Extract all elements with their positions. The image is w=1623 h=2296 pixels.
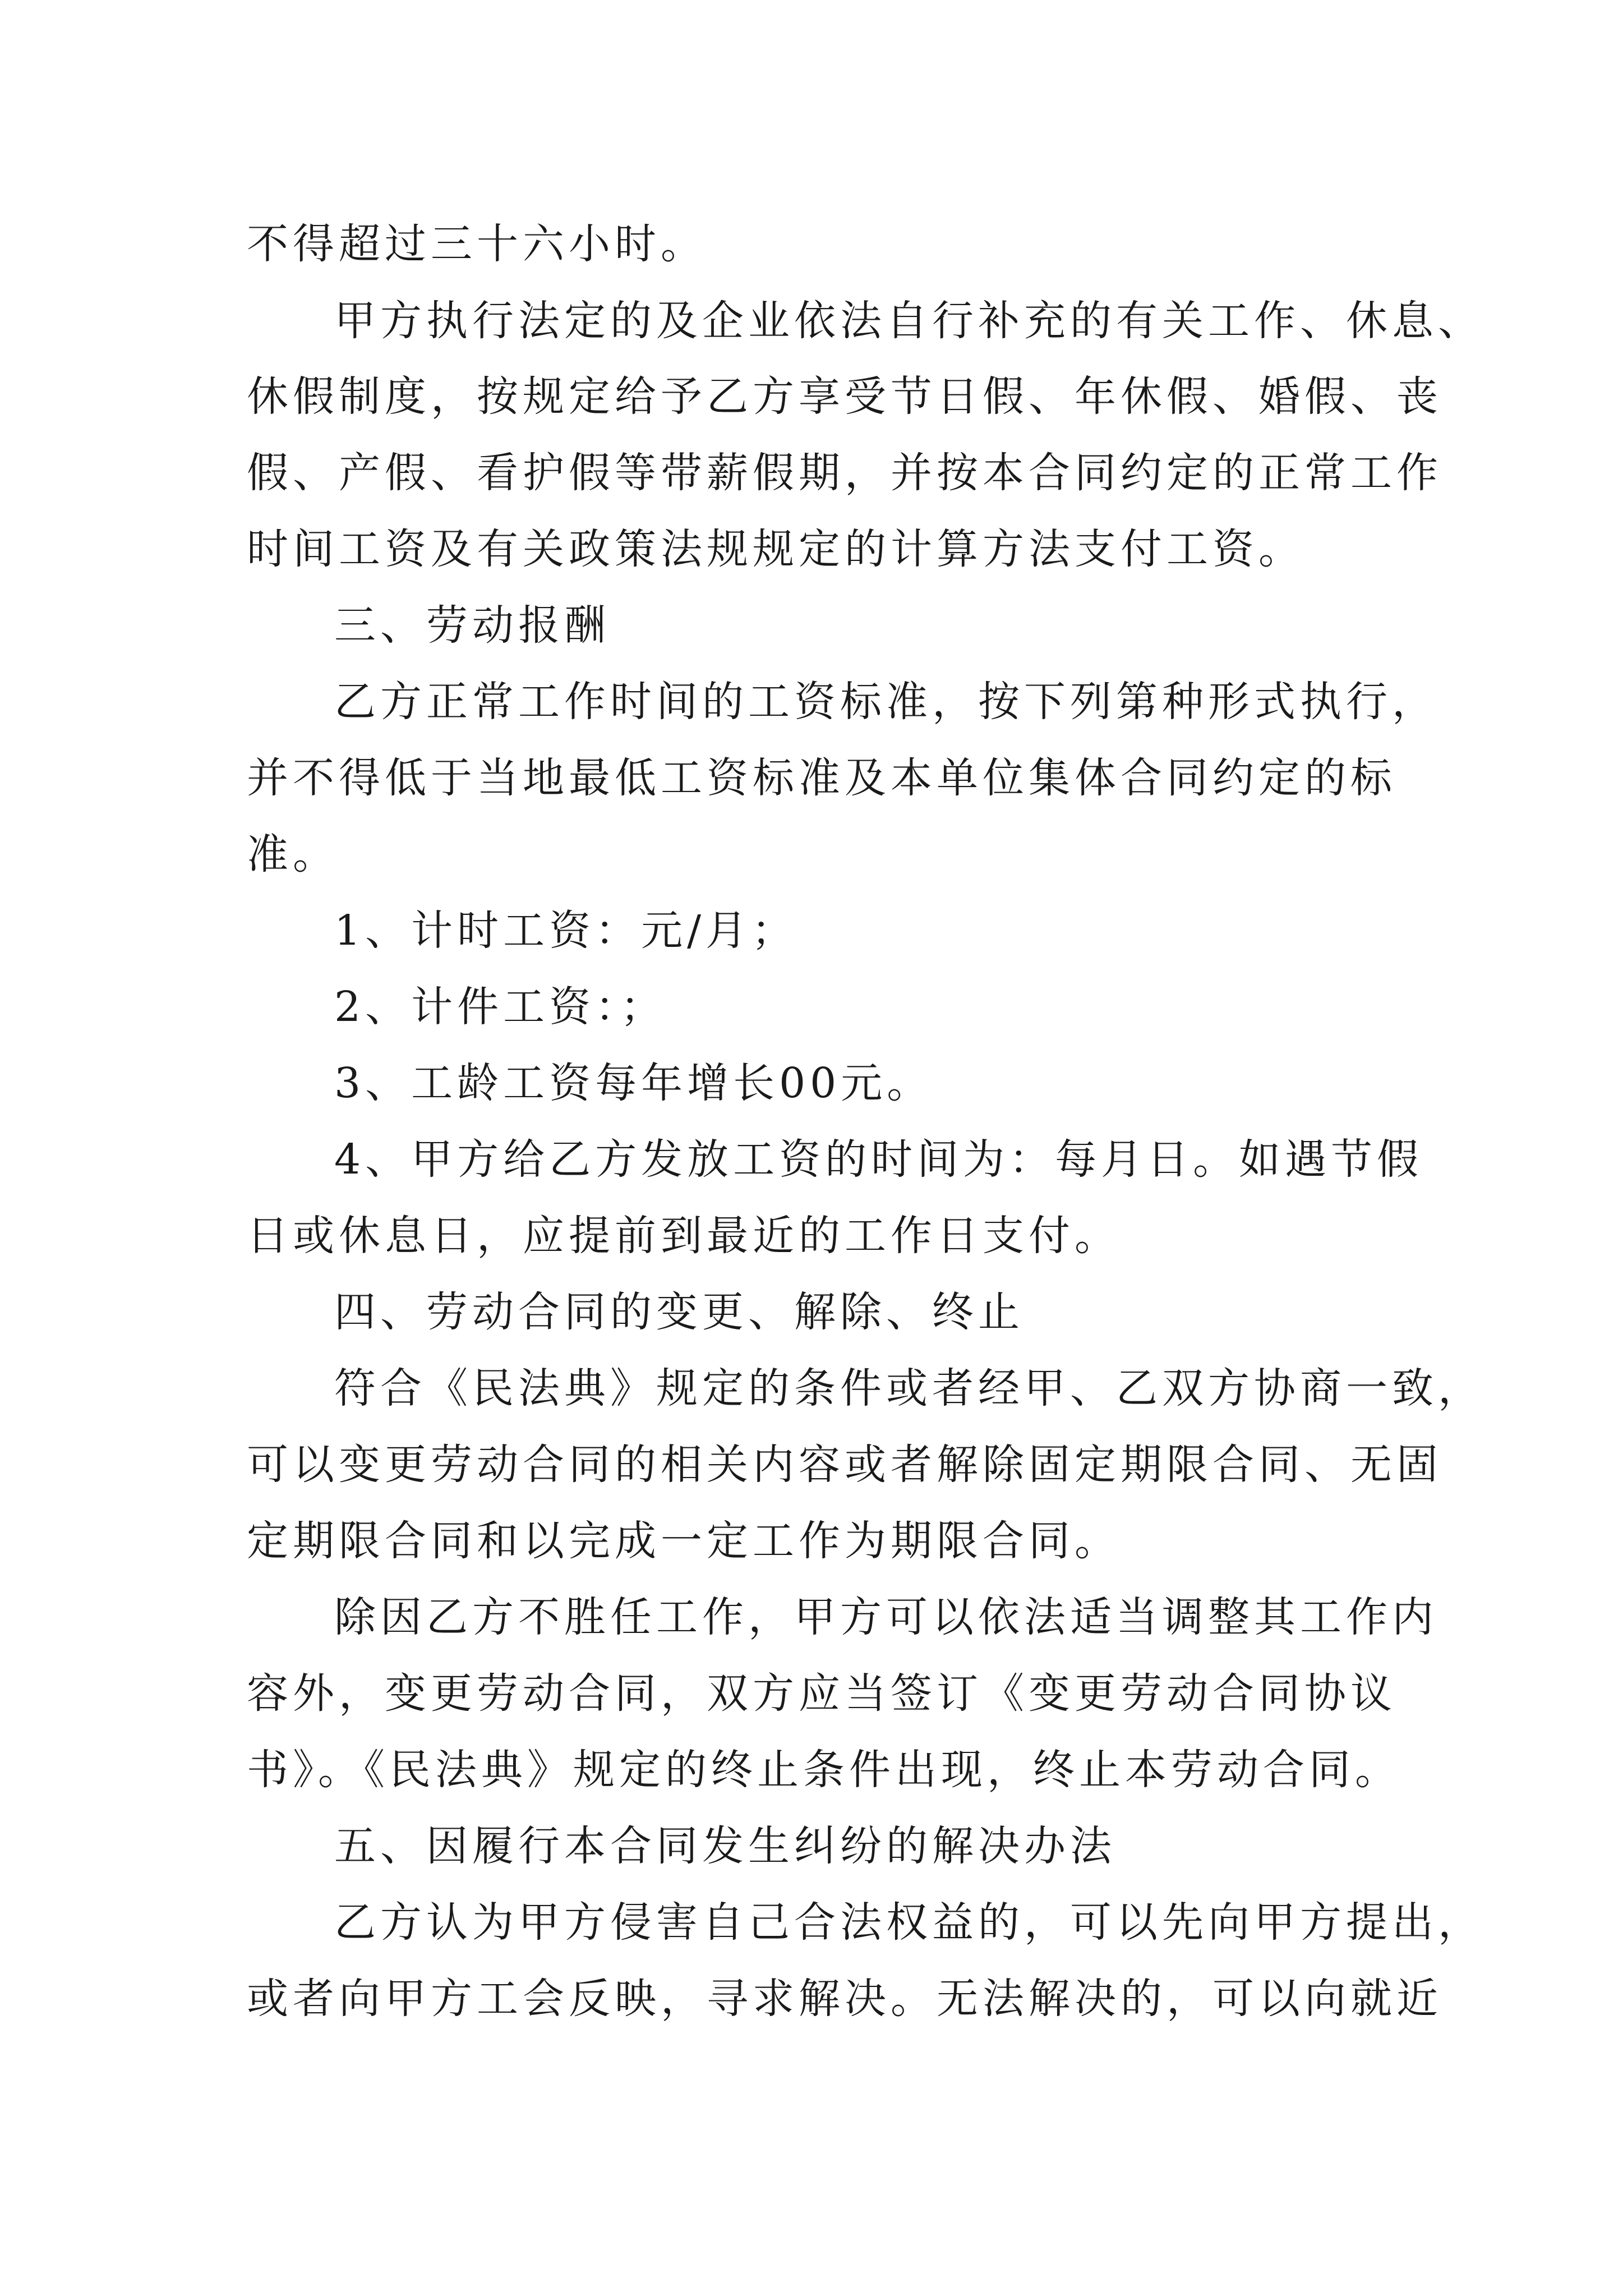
- paragraph-line: 准。: [247, 830, 339, 878]
- section-heading: 五、因履行本合同发生纠纷的解决办法: [334, 1822, 1116, 1870]
- paragraph-line: 定期限合同和以完成一定工作为期限合同。: [247, 1517, 1121, 1565]
- paragraph-line: 并不得低于当地最低工资标准及本单位集体合同约定的标: [247, 754, 1396, 802]
- section-heading: 三、劳动报酬: [334, 601, 610, 650]
- paragraph-line: 容外，变更劳动合同，双方应当签订《变更劳动合同协议: [247, 1669, 1396, 1718]
- paragraph-line: 时间工资及有关政策法规规定的计算方法支付工资。: [247, 525, 1304, 573]
- paragraph-line: 或者向甲方工会反映，寻求解决。无法解决的，可以向就近: [247, 1975, 1442, 2023]
- list-item: 3、工龄工资每年增长00元。: [334, 1059, 933, 1107]
- paragraph-line: 不得超过三十六小时。: [247, 220, 707, 268]
- paragraph-line: 除因乙方不胜任工作，甲方可以依法适当调整其工作内: [334, 1593, 1438, 1641]
- list-item: 1、计时工资：元/月；: [334, 907, 798, 955]
- paragraph-line: 甲方执行法定的及企业依法自行补充的有关工作、休息、: [334, 297, 1484, 345]
- paragraph-line: 假、产假、看护假等带薪假期，并按本合同约定的正常工作: [247, 449, 1442, 497]
- list-item: 2、计件工资：；: [334, 983, 667, 1031]
- list-item: 4、甲方给乙方发放工资的时间为：每月日。如遇节假: [334, 1135, 1423, 1184]
- paragraph-line: 可以变更劳动合同的相关内容或者解除固定期限合同、无固: [247, 1441, 1442, 1489]
- paragraph-line: 休假制度，按规定给予乙方享受节日假、年休假、婚假、丧: [247, 372, 1442, 421]
- paragraph-line: 乙方认为甲方侵害自己合法权益的，可以先向甲方提出，: [334, 1898, 1484, 1947]
- paragraph-line: 乙方正常工作时间的工资标准，按下列第种形式执行，: [334, 678, 1438, 726]
- section-heading: 四、劳动合同的变更、解除、终止: [334, 1288, 1024, 1336]
- paragraph-line: 书》。《民法典》规定的终止条件出现，终止本劳动合同。: [247, 1746, 1401, 1794]
- paragraph-line: 符合《民法典》规定的条件或者经甲、乙双方协商一致，: [334, 1364, 1484, 1412]
- paragraph-line: 日或休息日，应提前到最近的工作日支付。: [247, 1212, 1121, 1260]
